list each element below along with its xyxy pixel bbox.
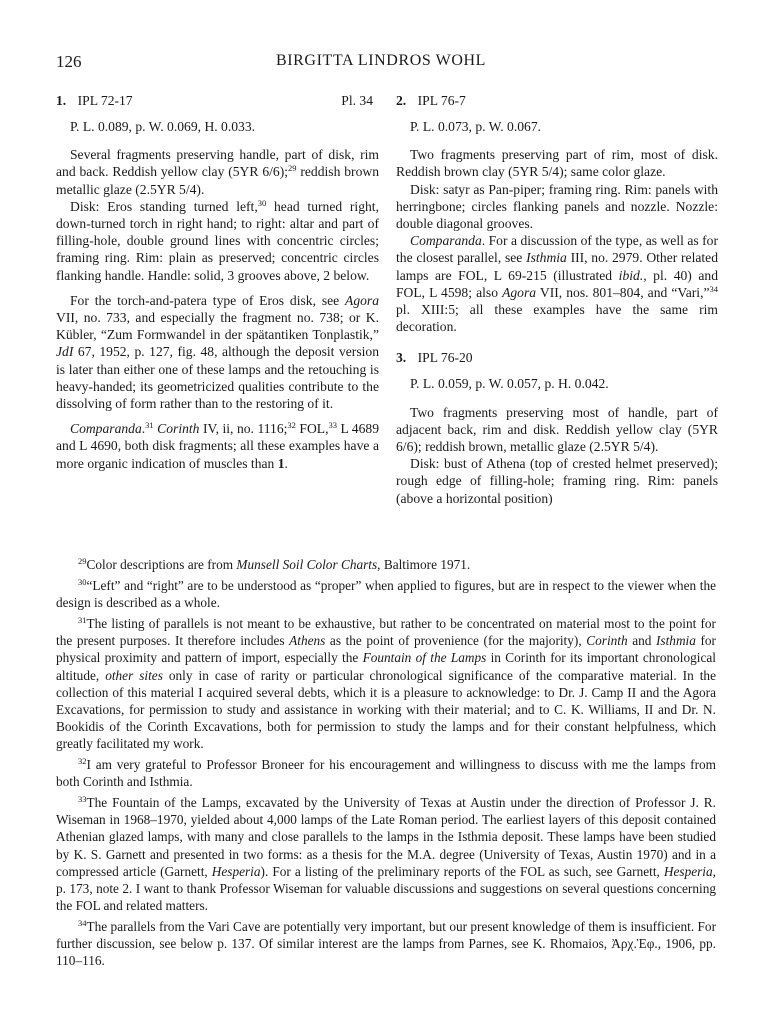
text-run: The Fountain of the Lamps, excavated by the University of Texas at Austin under the direction of Professor J. R. Wiseman in 1968–1970, yielded about 4,000 lamps of the Late Roman period. The earliest layers of this deposit contained Athenian glazed lamps, with many and close parallels to the lamps in the Isthmia deposit. These lamps have been studied by K. S. Garnett and presented in two forms: as a thesis for the M.A. degree (University of Texas, Austin 1970) and in a compressed article (Garnett, bbox=[56, 795, 716, 879]
italic-term: Athens bbox=[289, 633, 326, 649]
text-run: IV, ii, no. 1116; bbox=[199, 421, 288, 437]
entry-number: 2. bbox=[396, 93, 407, 108]
text-run: in Corinth for its important chronological altitude, bbox=[56, 650, 716, 683]
footnote-29 bbox=[56, 556, 716, 573]
left-column bbox=[56, 92, 379, 472]
text-run: only in case of rarity or particular chronological significance of the comparative material. In the collection of this material I acquired several debts, which it is a pleasure to acknowledge: to Dr. J. Camp II and the Agora Excavations, for permission to study and assistance in working with their material; and to C. K. Williams, II and Dr. N. Bookidis of the Corinth Excavations, both for permission to study the lamps and for their constant helpfulness, which greatly facilitated my work. bbox=[56, 667, 716, 751]
text-run: pl. XIII:5; all these examples have the same rim decoration. bbox=[396, 302, 718, 335]
catalog-entry-3-heading bbox=[396, 349, 718, 369]
text-run: . For a discussion of the type, as well as for the closest parallel, see bbox=[396, 233, 718, 266]
footnote-ref[interactable]: 33 bbox=[328, 420, 337, 431]
plate-reference: Pl. 34 bbox=[341, 93, 373, 108]
text-run: , pl. 40) and FOL, L 4598; also bbox=[396, 267, 718, 300]
footnote-30 bbox=[56, 577, 716, 611]
italic-term: other sites bbox=[105, 667, 163, 683]
footnote-number: 31 bbox=[78, 615, 87, 626]
entry-comparanda bbox=[396, 232, 718, 335]
text-run: III, no. 2979. Other related lamps are FOL, L 69-215 (illustrated bbox=[396, 250, 718, 283]
italic-title: Corinth bbox=[153, 421, 200, 437]
entry-id: IPL 76-20 bbox=[417, 350, 473, 366]
entry-disk-description: Disk: satyr as Pan-piper; framing ring. Rim: panels with herringbone; circles flanking panels and nozzle. Nozzle: double diagonal grooves. bbox=[396, 181, 718, 232]
italic-term: ibid. bbox=[618, 267, 644, 283]
italic-term: Fountain of the Lamps bbox=[362, 650, 487, 666]
italic-title: Munsell Soil Color Charts bbox=[236, 557, 378, 572]
text-run: FOL, bbox=[295, 421, 329, 437]
entry-number: 1. bbox=[56, 93, 67, 108]
footnote-33 bbox=[56, 794, 716, 914]
text-run: The parallels from the Vari Cave are potentially very important, but our present knowledge of them is insufficient. For further discussion, see below p. 137. Of similar interest are the lamps from Parnes, see K. Rhomaios, Ἀρχ.Ἐφ., 1906, pp. 110–116. bbox=[56, 918, 716, 969]
italic-title: Hesperia bbox=[663, 863, 713, 879]
text-run: I am very grateful to Professor Broneer for his encouragement and willingness to discuss with me the lamps from both Corinth and Isthmia. bbox=[56, 757, 716, 790]
footnote-number: 34 bbox=[78, 917, 87, 928]
entry-dimensions: P. L. 0.059, p. W. 0.057, p. H. 0.042. bbox=[410, 376, 609, 392]
footnote-ref[interactable]: 32 bbox=[287, 420, 296, 431]
text-run: VII, nos. 801–804, and “Vari,” bbox=[536, 284, 710, 300]
footnote-number: 33 bbox=[78, 794, 87, 805]
entry-comparanda bbox=[56, 420, 379, 472]
catalog-entry-2-heading bbox=[396, 92, 718, 112]
entry-description: Two fragments preserving most of handle, part of adjacent back, rim and disk. Reddish yellow clay (5YR 6/6); reddish brown, metallic glaze (2.5YR 5/4). bbox=[396, 404, 718, 455]
text-run: 67, 1952, p. 127, fig. 48, although the deposit version is later than either one of these lamps and the retouching is heavy-handed; its geometricized qualities contribute to the dissolving of form rather than to the restoring of it. bbox=[56, 344, 379, 412]
footnote-ref[interactable]: 34 bbox=[709, 283, 718, 294]
footnote-number: 30 bbox=[78, 577, 87, 588]
italic-term: Isthmia bbox=[656, 633, 696, 649]
entry-description bbox=[56, 146, 379, 198]
footnote-34 bbox=[56, 918, 716, 969]
text-run: VII, no. 733, and especially the fragment no. 738; or K. Kübler, “Zum Formwandel in der spätantiken Tonplastik,” bbox=[56, 310, 379, 343]
text-run: Color descriptions are from bbox=[86, 557, 237, 572]
italic-term: Comparanda bbox=[70, 421, 142, 437]
italic-title: Hesperia bbox=[211, 863, 261, 879]
footnote-number: 29 bbox=[78, 556, 87, 566]
page-number: 126 bbox=[56, 52, 82, 71]
text-run: ). For a listing of the preliminary reports of the FOL as such, see Garnett, bbox=[260, 863, 664, 879]
italic-title: Isthmia bbox=[526, 250, 567, 266]
catalog-entry-3 bbox=[396, 349, 718, 506]
italic-title: Agora bbox=[345, 292, 379, 308]
footnote-ref[interactable]: 29 bbox=[288, 163, 297, 174]
entry-disk-description bbox=[56, 198, 379, 284]
entry-number: 3. bbox=[396, 350, 407, 366]
footnote-number: 32 bbox=[78, 756, 87, 767]
entry-dimensions: P. L. 0.089, p. W. 0.069, H. 0.033. bbox=[70, 119, 256, 134]
text-run: as the point of provenience (for the majority), bbox=[325, 633, 587, 649]
entry-disk-description: Disk: bust of Athena (top of crested helmet preserved); rough edge of filling-hole; framing ring. Rim: panels (above a horizontal position) bbox=[396, 456, 718, 506]
text-run: , p. 173, note 2. I want to thank Professor Wiseman for valuable discussions and suggestions on several questions concerning the FOL and related matters. bbox=[56, 863, 716, 913]
bold-ref: 1 bbox=[277, 455, 285, 471]
text-run: . bbox=[141, 421, 146, 437]
text-run: For the torch-and-patera type of Eros disk, see bbox=[70, 292, 346, 308]
entry-description: Two fragments preserving part of rim, most of disk. Reddish brown clay (5YR 5/4); same color glaze. bbox=[396, 147, 718, 180]
text-run: Several fragments preserving handle, part of disk, rim and back. Reddish yellow clay (5YR 6/6); bbox=[56, 147, 379, 180]
italic-term: Corinth bbox=[586, 633, 628, 649]
right-column bbox=[396, 92, 718, 507]
text-run: Disk: Eros standing turned left, bbox=[70, 198, 258, 214]
italic-title: Agora bbox=[502, 284, 537, 300]
entry-discussion bbox=[56, 292, 379, 412]
text-run: reddish brown metallic glaze (2.5YR 5/4). bbox=[56, 164, 379, 197]
text-run: . bbox=[284, 455, 288, 471]
footnote-31 bbox=[56, 615, 716, 752]
page-header bbox=[56, 52, 706, 76]
footnote-ref[interactable]: 31 bbox=[145, 420, 154, 431]
entry-dimensions: P. L. 0.073, p. W. 0.067. bbox=[410, 119, 542, 134]
text-run: for physical proximity and pattern of import, especially the bbox=[56, 633, 716, 666]
italic-title: JdI bbox=[56, 344, 74, 360]
text-run: L 4689 and L 4690, both disk fragments; all these examples have a more organic indication of muscles than bbox=[56, 421, 379, 471]
entry-id: IPL 76-7 bbox=[417, 93, 466, 108]
italic-term: Comparanda bbox=[410, 233, 482, 249]
text-run: “Left” and “right” are to be understood as “proper” when applied to figures, but are in respect to the viewer when the design is described as a whole. bbox=[56, 578, 716, 611]
footnote-ref[interactable]: 30 bbox=[257, 197, 267, 208]
catalog-entry-1-heading bbox=[56, 92, 379, 112]
text-run: , Baltimore 1971. bbox=[377, 557, 471, 572]
footnotes bbox=[56, 556, 716, 973]
text-run: head turned right, down-turned torch in right hand; to right: altar and part of filling-hole, double ground lines with concentric circles; framing ring. Rim: plain as preserved; concentric circles flanking handle. Handle: solid, 3 grooves above, 2 below. bbox=[56, 198, 379, 283]
text-run: and bbox=[627, 633, 656, 649]
footnote-32 bbox=[56, 756, 716, 790]
running-title: BIRGITTA LINDROS WOHL bbox=[275, 52, 487, 69]
text-run: The listing of parallels is not meant to be exhaustive, but rather to be concentrated on material most to the point for the present purposes. It therefore includes bbox=[56, 616, 716, 649]
entry-id: IPL 72-17 bbox=[77, 93, 133, 108]
